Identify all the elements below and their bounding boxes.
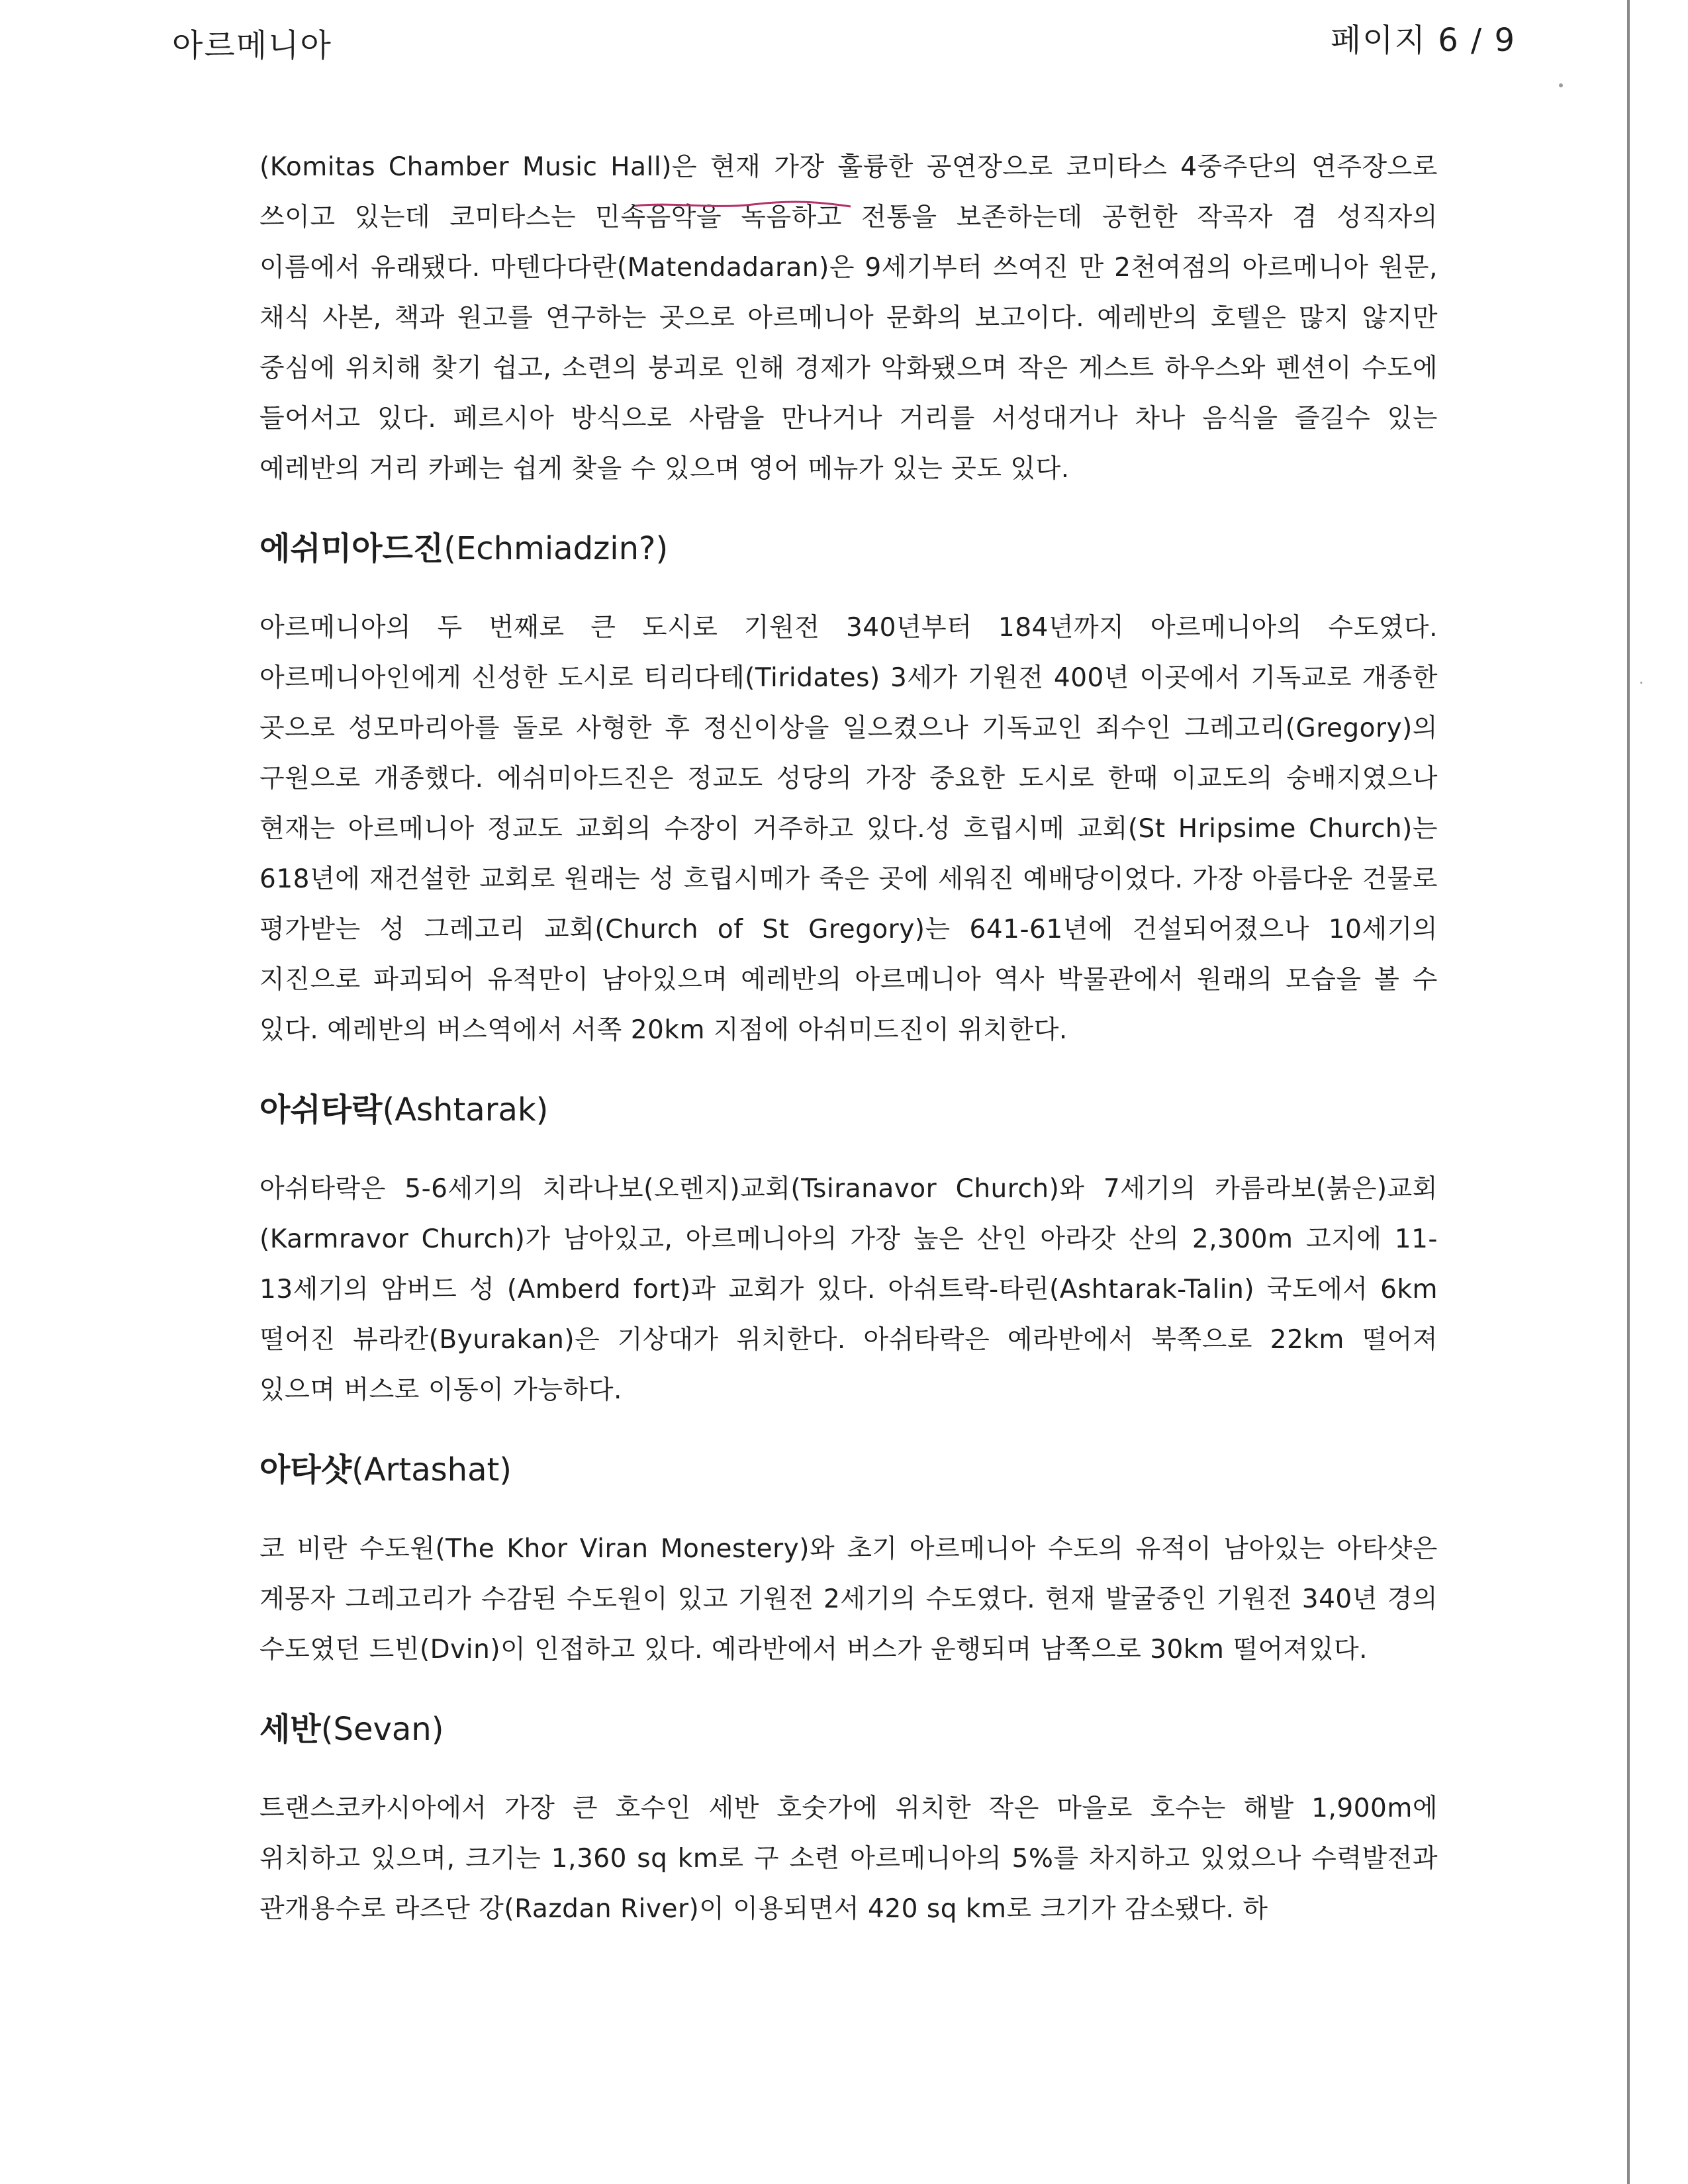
section-heading-en: (Echmiadzin?) <box>444 530 669 567</box>
section-body-artashat: 코 비란 수도원(The Khor Viran Monestery)와 초기 아르메니아 수도의 유적이 남아있는 아타샷은 계몽자 그레고리가 수감된 수도원이 있고 기원전 2세기의 수도였다. 현재 발굴중인 기원전 340년 경의 수도였던 드빈(Dvin)이 인접하고 있다. 예라반에서 버스가 운행되며 남쪽으로 30km 떨어져있다. <box>259 1534 1438 1664</box>
section-heading-echmiadzin <box>259 529 1438 569</box>
section-heading-kr: 아쉬타락 <box>259 1091 383 1128</box>
section-heading-kr: 에쉬미아드진 <box>259 530 444 567</box>
section-heading-sevan <box>259 1709 1438 1749</box>
header-title: 아르메니아 <box>172 27 332 64</box>
handwritten-underline <box>633 201 852 210</box>
section-heading-en: (Artashat) <box>352 1451 512 1488</box>
section-body-ashtarak: 아쉬타락은 5-6세기의 치라나보(오렌지)교회(Tsiranavor Church)와 7세기의 카름라보(붉은)교회(Karmravor Church)가 남아있고, 아르메니아의 가장 높은 산인 아라갓 산의 2,300m 고지에 11-13세기의 암버드 성 (Amberd fort)과 교회가 있다. 아쉬트락-타린(Ashtarak-Talin) 국도에서 6km 떨어진 뷰라칸(Byurakan)은 기상대가 위치한다. 아쉬타락은 예라반에서 북쪽으로 22km 떨어져 있으며 버스로 이동이 가능하다. <box>259 1174 1438 1405</box>
section-heading-en: (Sevan) <box>320 1711 444 1748</box>
scan-speck <box>1559 83 1563 87</box>
document-body <box>259 142 1438 1934</box>
section-heading-ashtarak <box>259 1090 1438 1130</box>
intro-paragraph: (Komitas Chamber Music Hall)은 현재 가장 훌륭한 공연장으로 코미타스 4중주단의 연주장으로 쓰이고 있는데 코미타스는 민속음악을 녹음하고 전통을 보존하는데 공헌한 작곡자 겸 성직자의 이름에서 유래됐다. 마텐다다란(Matendadaran)은 9세기부터 쓰여진 만 2천여점의 아르메니아 원문, 채식 사본, 책과 원고를 연구하는 곳으로 아르메니아 문화의 보고이다. 예레반의 호텔은 많지 않지만 중심에 위치해 찾기 쉽고, 소련의 붕괴로 인해 경제가 악화됐으며 작은 게스트 하우스와 펜션이 수도에 들어서고 있다. 페르시아 방식으로 사람을 만나거나 거리를 서성대거나 차나 음식을 즐길수 있는 예레반의 거리 카페는 쉽게 찾을 수 있으며 영어 메뉴가 있는 곳도 있다. <box>259 152 1438 484</box>
scan-speck <box>1640 682 1642 684</box>
scan-edge-line <box>1627 0 1630 2184</box>
section-body-echmiadzin: 아르메니아의 두 번째로 큰 도시로 기원전 340년부터 184년까지 아르메니아의 수도였다. 아르메니아인에게 신성한 도시로 티리다테(Tiridates) 3세가 기원전 400년 이곳에서 기독교로 개종한 곳으로 성모마리아를 돌로 사형한 후 정신이상을 일으켰으나 기독교인 죄수인 그레고리(Gregory)의 구원으로 개종했다. 에쉬미아드진은 정교도 성당의 가장 중요한 도시로 한때 이교도의 숭배지였으나 현재는 아르메니아 정교도 교회의 수장이 거주하고 있다.성 흐립시메 교회(St Hripsime Church)는 618년에 재건설한 교회로 원래는 성 흐립시메가 죽은 곳에 세워진 예배당이었다. 가장 아름다운 건물로 평가받는 성 그레고리 교회(Church of St Gregory)는 641-61년에 건설되어졌으나 10세기의 지진으로 파괴되어 유적만이 남아있으며 예레반의 아르메니아 역사 박물관에서 원래의 모습을 볼 수 있다. 예레반의 버스역에서 서쪽 20km 지점에 아쉬미드진이 위치한다. <box>259 613 1438 1045</box>
section-heading-kr: 아타샷 <box>259 1451 352 1488</box>
section-body-sevan: 트랜스코카시아에서 가장 큰 호수인 세반 호숫가에 위치한 작은 마을로 호수는 해발 1,900m에 위치하고 있으며, 크기는 1,360 sq km로 구 소련 아르메니아의 5%를 차지하고 있었으나 수력발전과 관개용수로 라즈단 강(Razdan River)이 이용되면서 420 sq km로 크기가 감소됐다. 하 <box>259 1794 1438 1924</box>
section-heading-artashat <box>259 1450 1438 1490</box>
section-heading-en: (Ashtarak) <box>382 1091 549 1128</box>
section-heading-kr: 세반 <box>259 1711 321 1748</box>
page-number: 페이지 6 / 9 <box>1330 22 1516 59</box>
